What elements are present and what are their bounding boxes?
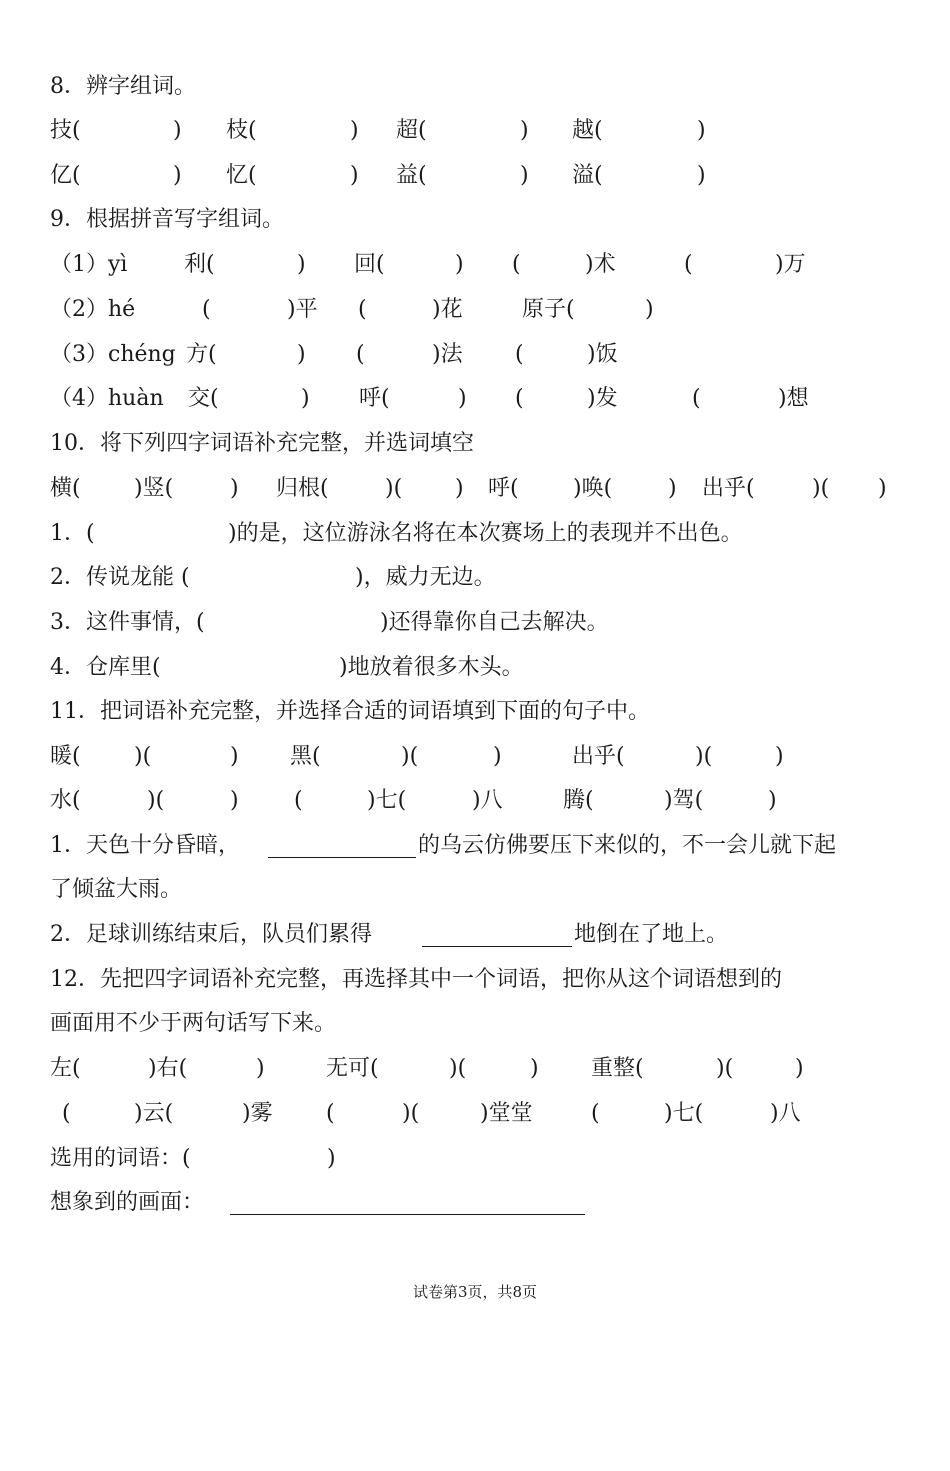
q10-sentence-2 [0, 561, 950, 595]
q12-title-line-2 [0, 1007, 950, 1041]
q9-item: )平 [287, 297, 318, 322]
q8-r2-item: 亿( [50, 163, 81, 188]
q9-item: 回( [354, 252, 385, 277]
q8-r2-item: ) [697, 163, 706, 188]
q9-row1 [0, 248, 950, 282]
q10-s3-start: 3．这件事情，( [50, 610, 205, 635]
q12-word-part: 无可( [326, 1056, 379, 1081]
q9-item: )发 [587, 386, 618, 411]
q12-row1 [0, 1052, 950, 1086]
q10-words [0, 472, 950, 506]
q11-word-part: )( [147, 788, 165, 813]
q10-word-part: 呼( [488, 476, 519, 501]
q11-s1-blank [268, 857, 416, 858]
q10-word-part: 横( [50, 476, 81, 501]
q8-r1-item: 枝( [226, 118, 257, 143]
q11-word-part: 黑( [290, 744, 321, 769]
q8-row2 [0, 159, 950, 193]
q10-word-part: )( [385, 476, 403, 501]
q10-word-part: )( [812, 476, 830, 501]
q11-row2 [0, 784, 950, 818]
q10-word-part: ) [878, 476, 887, 501]
q10-word-part: 出乎( [702, 476, 755, 501]
q11-sentence-2 [0, 918, 950, 952]
q8-title: 8．辨字组词。 [50, 74, 196, 99]
q9-pinyin: （2）hé [50, 297, 136, 322]
q11-row1 [0, 740, 950, 774]
q12-row2 [0, 1097, 950, 1131]
q8-row1 [0, 114, 950, 148]
q11-s2-start: 2．足球训练结束后，队员们累得 [50, 922, 372, 947]
q10-sentence-1 [0, 517, 950, 551]
q12-word-part: )七( [664, 1101, 704, 1126]
q8-r2-item: 忆( [226, 163, 257, 188]
q9-item: )花 [432, 297, 463, 322]
q12-word-part: ( [326, 1101, 335, 1126]
q11-word-part: )驾( [664, 788, 704, 813]
q9-item: ( [512, 252, 521, 277]
q12-title-line-1 [0, 963, 950, 997]
q8-r1-item: 越( [572, 118, 603, 143]
q11-word-part: ( [294, 788, 303, 813]
q12-word-part: )雾 [242, 1101, 273, 1126]
q10-s2-end: )，威力无边。 [355, 565, 496, 590]
q9-item: 利( [184, 252, 215, 277]
q9-item: 方( [186, 342, 217, 367]
q8-r1-item: 超( [396, 118, 427, 143]
q10-sentence-4 [0, 651, 950, 685]
q11-word-part: ) [493, 744, 502, 769]
q12-word-part: )( [402, 1101, 420, 1126]
q10-s1-end: )的是，这位游泳名将在本次赛场上的表现并不出色。 [228, 521, 743, 546]
q8-r1-item: ) [520, 118, 529, 143]
q9-item: ) [301, 386, 310, 411]
q9-item: 交( [188, 386, 219, 411]
q12-word-part: )右( [148, 1056, 188, 1081]
q12-word-part: )八 [770, 1101, 801, 1126]
q11-s1-end: 的乌云仿佛要压下来似的，不一会儿就下起 [418, 833, 837, 858]
q10-s3-end: )还得靠你自己去解决。 [380, 610, 609, 635]
q10-word-part: ) [668, 476, 677, 501]
q12-word-part: )云( [134, 1101, 174, 1126]
q12-chosen-label: 选用的词语：( [50, 1146, 191, 1171]
q8-r2-item: ) [173, 163, 182, 188]
q10-word-part: )竖( [134, 476, 174, 501]
q9-item: )法 [432, 342, 463, 367]
q9-item: ( [358, 297, 367, 322]
q11-word-part: 出乎( [572, 744, 625, 769]
q10-word-part: ) [230, 476, 239, 501]
q11-word-part: )( [401, 744, 419, 769]
q9-item: ) [455, 252, 464, 277]
q11-s1-cont: 了倾盆大雨。 [50, 877, 183, 902]
q11-word-part: ) [775, 744, 784, 769]
q9-item: ( [515, 342, 524, 367]
q11-word-part: 暖( [50, 744, 81, 769]
q9-item: )饭 [587, 342, 618, 367]
q11-word-part: 水( [50, 788, 81, 813]
q11-title: 11．把词语补充完整，并选择合适的词语填到下面的句子中。 [50, 699, 650, 724]
q11-s2-end: 地倒在了地上。 [574, 922, 729, 947]
q12-word-part: 重整( [591, 1056, 644, 1081]
q9-item: 呼( [359, 386, 390, 411]
page-footer: 试卷第3页，共8页 [412, 1283, 538, 1301]
q12-chosen-close: ) [327, 1146, 336, 1171]
q11-word-part: )七( [367, 788, 407, 813]
q8-r2-item: ) [520, 163, 529, 188]
q8-r2-item: 溢( [572, 163, 603, 188]
q10-s4-start: 4．仓库里( [50, 655, 161, 680]
q12-imagine-blank [230, 1214, 585, 1215]
q11-title-line [0, 695, 950, 729]
q9-item: ( [202, 297, 211, 322]
q9-row3 [0, 338, 950, 372]
q9-title-line [0, 203, 950, 237]
q11-word-part: 腾( [563, 788, 594, 813]
q10-title: 10．将下列四字词语补充完整，并选词填空 [50, 431, 474, 456]
q12-word-part: 左( [50, 1056, 81, 1081]
q9-item: ( [515, 386, 524, 411]
q9-row4 [0, 382, 950, 416]
q8-r1-item: ) [173, 118, 182, 143]
q11-sentence-1-cont [0, 873, 950, 907]
q11-word-part: ) [230, 788, 239, 813]
q12-chosen-line [0, 1142, 950, 1176]
q9-item: )万 [775, 252, 806, 277]
q12-word-part: )( [716, 1056, 734, 1081]
q10-word-part: )唤( [573, 476, 613, 501]
q10-s1-start: 1．( [50, 521, 95, 546]
q10-word-part: ) [455, 476, 464, 501]
q10-title-line [0, 427, 950, 461]
q9-item: ) [297, 342, 306, 367]
q10-s2-start: 2．传说龙能 ( [50, 565, 190, 590]
q8-r2-item: 益( [396, 163, 427, 188]
q12-word-part: ) [256, 1056, 265, 1081]
q12-imagine-line [0, 1186, 950, 1220]
q10-word-part: 归根( [276, 476, 329, 501]
q9-row2 [0, 293, 950, 327]
q8-r1-item: 技( [50, 118, 81, 143]
q11-word-part: )( [134, 744, 152, 769]
q11-sentence-1 [0, 829, 950, 863]
q11-s2-blank [422, 946, 572, 947]
q11-word-part: )八 [472, 788, 503, 813]
q12-imagine-label: 想象到的画面： [50, 1190, 205, 1215]
q9-item: )术 [585, 252, 616, 277]
q12-word-part: )( [449, 1056, 467, 1081]
q11-s1-start: 1．天色十分昏暗， [50, 833, 240, 858]
q12-word-part: )堂堂 [480, 1101, 533, 1126]
q10-sentence-3 [0, 606, 950, 640]
q12-word-part: ( [62, 1101, 71, 1126]
q9-item: ( [692, 386, 701, 411]
q9-item: ) [297, 252, 306, 277]
q9-pinyin: （3）chéng [50, 342, 176, 367]
q9-item: ( [684, 252, 693, 277]
q12-word-part: ) [530, 1056, 539, 1081]
q11-word-part: ) [230, 744, 239, 769]
q10-s4-end: )地放着很多木头。 [339, 655, 524, 680]
q8-r2-item: ) [350, 163, 359, 188]
q8-r1-item: ) [350, 118, 359, 143]
q8-r1-item: ) [697, 118, 706, 143]
q9-pinyin: （4）huàn [50, 386, 164, 411]
q9-item: ) [645, 297, 654, 322]
q12-word-part: ) [795, 1056, 804, 1081]
q9-item: )想 [778, 386, 809, 411]
q12-title-1: 12．先把四字词语补充完整，再选择其中一个词语，把你从这个词语想到的 [50, 967, 782, 992]
q9-title: 9．根据拼音写字组词。 [50, 207, 284, 232]
q11-word-part: )( [695, 744, 713, 769]
q9-item: ) [458, 386, 467, 411]
q9-item: ( [356, 342, 365, 367]
q9-pinyin: （1）yì [50, 252, 128, 277]
q8-title-line [0, 70, 950, 104]
q12-word-part: ( [591, 1101, 600, 1126]
q9-item: 原子( [522, 297, 575, 322]
q11-word-part: ) [768, 788, 777, 813]
q12-title-2: 画面用不少于两句话写下来。 [50, 1011, 337, 1036]
